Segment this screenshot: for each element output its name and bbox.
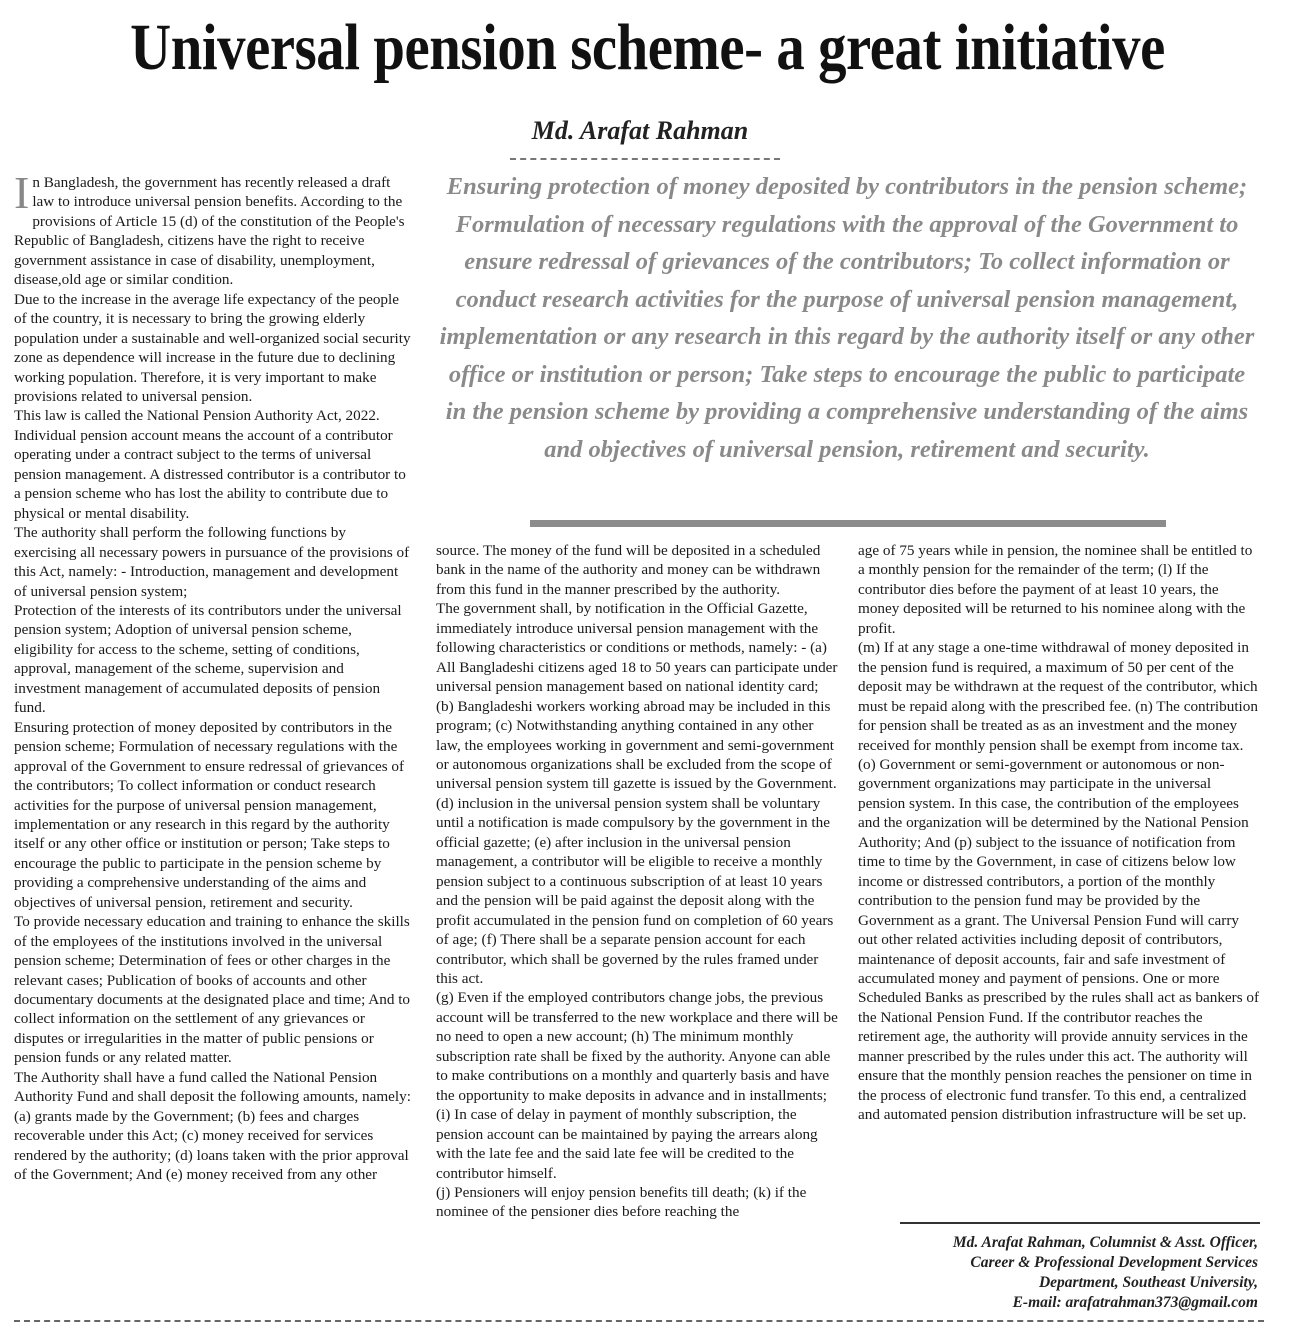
pull-quote: Ensuring protection of money deposited by contributors in the pension scheme; Formulation of necessary regulations with the approval of the Government to ensure redressal of grievances of the contributors; To collect information or conduct research activities for the purpose of universal pension management, implementation or any research in this regard by the authority itself or any other office or institution or person; Take steps to encourage the public to participate in the pension scheme by providing a comprehensive understanding of the aims and objectives of universal pension, retirement and security. [439,173,1255,463]
drop-cap: I [14,173,30,218]
article-paragraph: Protection of the interests of its contributors under the universal pension system; Adoption of universal pension scheme, eligibility for access to the scheme, setting of conditions, approval, management of the scheme, supervision and investment management of accumulated deposits of pension fund. [14,601,402,717]
article-paragraph: The authority shall perform the following functions by exercising all necessary powers in pursuance of the provisions of this Act, namely: - Introduction, management and development of universal pension system; [14,524,410,600]
article-paragraph: age of 75 years while in pension, the nominee shall be entitled to a monthly pension for the remainder of the term; (l) If the contributor dies before the payment of at least 10 years, the money deposited will be returned to his nominee along with the profit. [858,542,1253,637]
article-paragraph: source. The money of the fund will be deposited in a scheduled bank in the name of the authority and money can be withdrawn from this fund in the manner prescribed by the authority. [436,542,821,598]
pull-quote-divider [530,520,1166,527]
article-paragraph: In Bangladesh, the government has recently released a draft law to introduce universal pension benefits. According to the provisions of Article 15 (d) of the constitution of the People's Republic of Bangladesh, citizens have the right to receive government assistance in case of disability, unemployment, disease,old age or similar condition. [14,173,405,289]
signature-line: Department, Southeast University, [1038,1274,1258,1291]
signature-line: Career & Professional Development Services [970,1254,1258,1271]
article-paragraph: (j) Pensioners will enjoy pension benefits till death; (k) if the nominee of the pensioner dies before reaching the [436,1183,807,1221]
article-paragraph: Due to the increase in the average life expectancy of the people of the country, it is necessary to bring the growing elderly population under a sustainable and well-organized social security zone as dependence will increase in the future due to declining working population. Therefore, it is very important to make provisions related to universal pension. [14,290,411,405]
article-paragraph: (g) Even if the employed contributors change jobs, the previous account will be transferred to the new workplace and there will be no need to open a new account; (h) The minimum monthly subscription rate shall be fixed by the authority. Anyone can able to make contributions on a monthly and quarterly basis and have the opportunity to make deposits in advance and in installments; (i) In case of delay in payment of monthly subscription, the pension account can be maintained by paying the arrears along with the late fee and the said late fee will be credited to the contributor himself. [436,989,838,1182]
article-paragraph: To provide necessary education and training to enhance the skills of the employees of the institutions involved in the universal pension scheme; Determination of fees or other charges in the relevant cases; Publication of books of accounts and other documentary documents at the designated place and time; And to collect information on the settlement of any grievances or disputes or irregularities in the matter of public pensions or pension funds or any related matter. [14,913,411,1067]
author-email: E-mail: arafatrahman373@gmail.com [1012,1294,1258,1311]
signature-line: Md. Arafat Rahman, Columnist & Asst. Officer, [952,1234,1258,1251]
byline-divider [510,158,780,160]
headline: Universal pension scheme- a great initiative [130,11,1165,84]
article-paragraph: (m) If at any stage a one-time withdrawal of money deposited in the pension fund is required, a maximum of 50 per cent of the deposit may be withdrawn at the request of the contributor, which must be repaid along with the prescribed fee. (n) The contribution for pension shall be treated as as an investment and the money received for monthly pension shall be exempt from income tax. [858,639,1258,754]
article-paragraph: Ensuring protection of money deposited by contributors in the pension scheme; Formulation of necessary regulations with the approval of the Government to ensure redressal of grievances of the contributors; To collect information or conduct research activities for the purpose of universal pension management, implementation or any research in this regard by the authority itself or any other office or institution or person; Take steps to encourage the public to participate in the pension scheme by providing a comprehensive understanding of the aims and objectives of universal pension, retirement and security. [14,718,405,911]
author-signature [860,1233,1258,1313]
article-paragraph: The Authority shall have a fund called the National Pension Authority Fund and shall deposit the following amounts, namely: (a) grants made by the Government; (b) fees and charges recoverable under this Act; (c) money received for services rendered by the authority; (d) loans taken with the prior approval of the Government; And (e) money received from any other [14,1068,411,1184]
article-column-1 [14,173,412,1313]
bottom-divider [14,1320,1264,1322]
byline: Md. Arafat Rahman [531,116,749,145]
article-paragraph: This law is called the National Pension Authority Act, 2022. Individual pension account means the account of a contributor operating under a contract subject to the terms of universal pension management. A distressed contributor is a contributor to a pension scheme who has lost the ability to contribute due to physical or mental disability. [14,407,406,522]
article-column-2 [436,541,838,1316]
article-paragraph: The government shall, by notification in the Official Gazette, immediately introduce universal pension management with the following characteristics or conditions or methods, namely: - (a) All Bangladeshi citizens aged 18 to 50 years can participate under universal pension management based on national identity card; (b) Bangladeshi workers working abroad may be included in this program; (c) Notwithstanding anything contained in any other law, the employees working in government and semi-government or autonomous organizations shall be excluded from the scope of universal pension system till gazette is issued by the Government. [436,600,838,793]
article-column-3 [858,541,1260,1221]
article-paragraph: (d) inclusion in the universal pension system shall be voluntary until a notification is made compulsory by the government in the official gazette; (e) after inclusion in the universal pension management, a contributor will be eligible to receive a monthly pension subject to a continuous subscription of at least 10 years and the pension will be paid against the deposit along with the profit accumulated in the pension fund on completion of 60 years of age; (f) There shall be a separate pension account for each contributor, which shall be governed by the rules framed under this act. [436,794,834,987]
signature-divider [900,1222,1260,1224]
article-paragraph: (o) Government or semi-government or autonomous or non-government organizations may participate in the universal pension system. In this case, the contribution of the employees and the organization will be determined by the National Pension Authority; And (p) subject to the issuance of notification from time to time by the Government, in case of citizens below low income or distressed contributors, a portion of the monthly contribution to the pension fund may be provided by the Government as a grant. The Universal Pension Fund will carry out other related activities including deposit of contributors, maintenance of deposit accounts, fair and safe investment of accumulated money and payment of pensions. One or more Scheduled Banks as prescribed by the rules shall act as bankers of the National Pension Fund. If the contributor reaches the retirement age, the authority will provide annuity services in the manner prescribed by the rules under this act. The authority will ensure that the monthly pension reaches the pensioner on time in the process of electronic fund transfer. To this end, a centralized and automated pension distribution infrastructure will be set up. [858,755,1260,1124]
